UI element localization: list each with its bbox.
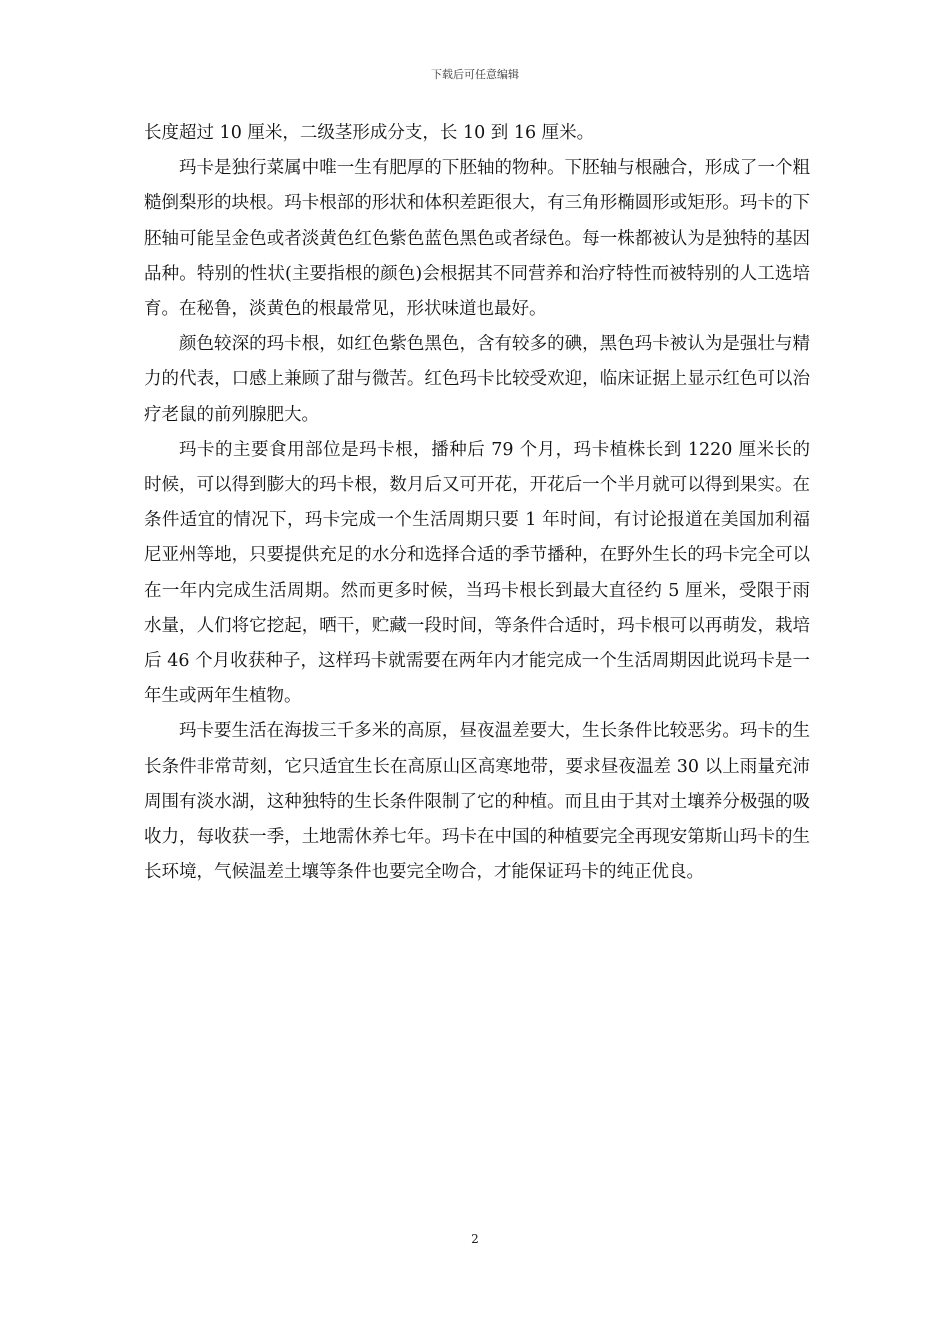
paragraph-continuation: 长度超过 10 厘米，二级茎形成分支，长 10 到 16 厘米。 — [144, 123, 595, 143]
document-body — [144, 116, 810, 890]
page-number: 2 — [471, 1232, 479, 1246]
page-header: 下载后可任意编辑 — [431, 68, 519, 81]
paragraph-maca-hypocotyl: 玛卡是独行菜属中唯一生有肥厚的下胚轴的物种。下胚轴与根融合，形成了一个粗糙倒梨形的块根。玛卡根部的形状和体积差距很大，有三角形椭圆形或矩形。玛卡的下胚轴可能呈金色或者淡黄色红色紫色蓝色黑色或者绿色。每一株都被认为是独特的基因品种。特别的性状(主要指根的颜色)会根据其不同营养和治疗特性而被特别的人工选培育。在秘鲁，淡黄色的根最常见，形状味道也最好。 — [144, 158, 810, 320]
paragraph-growing-conditions: 玛卡要生活在海拔三千多米的高原，昼夜温差要大，生长条件比较恶劣。玛卡的生长条件非常苛刻，它只适宜生长在高原山区高寒地带，要求昼夜温差 30 以上雨量充沛周围有淡水湖，这种独特的生长条件限制了它的种植。而且由于其对土壤养分极强的吸收力，每收获一季，土地需休养七年。玛卡在中国的种植要完全再现安第斯山玛卡的生长环境，气候温差土壤等条件也要完全吻合，才能保证玛卡的纯正优良。 — [144, 721, 810, 883]
paragraph-dark-maca: 颜色较深的玛卡根，如红色紫色黑色，含有较多的碘，黑色玛卡被认为是强壮与精力的代表，口感上兼顾了甜与微苦。红色玛卡比较受欢迎，临床证据上显示红色可以治疗老鼠的前列腺肥大。 — [144, 334, 810, 425]
paragraph-life-cycle: 玛卡的主要食用部位是玛卡根，播种后 79 个月，玛卡植株长到 1220 厘米长的时候，可以得到膨大的玛卡根，数月后又可开花，开花后一个半月就可以得到果实。在条件适宜的情况下，玛卡完成一个生活周期只要 1 年时间，有讨论报道在美国加利福尼亚州等地，只要提供充足的水分和选择合适的季节播种，在野外生长的玛卡完全可以在一年内完成生活周期。然而更多时候，当玛卡根长到最大直径约 5 厘米，受限于雨水量，人们将它挖起，晒干，贮藏一段时间，等条件合适时，玛卡根可以再萌发，栽培后 46 个月收获种子，这样玛卡就需要在两年内才能完成一个生活周期因此说玛卡是一年生或两年生植物。 — [144, 439, 810, 707]
